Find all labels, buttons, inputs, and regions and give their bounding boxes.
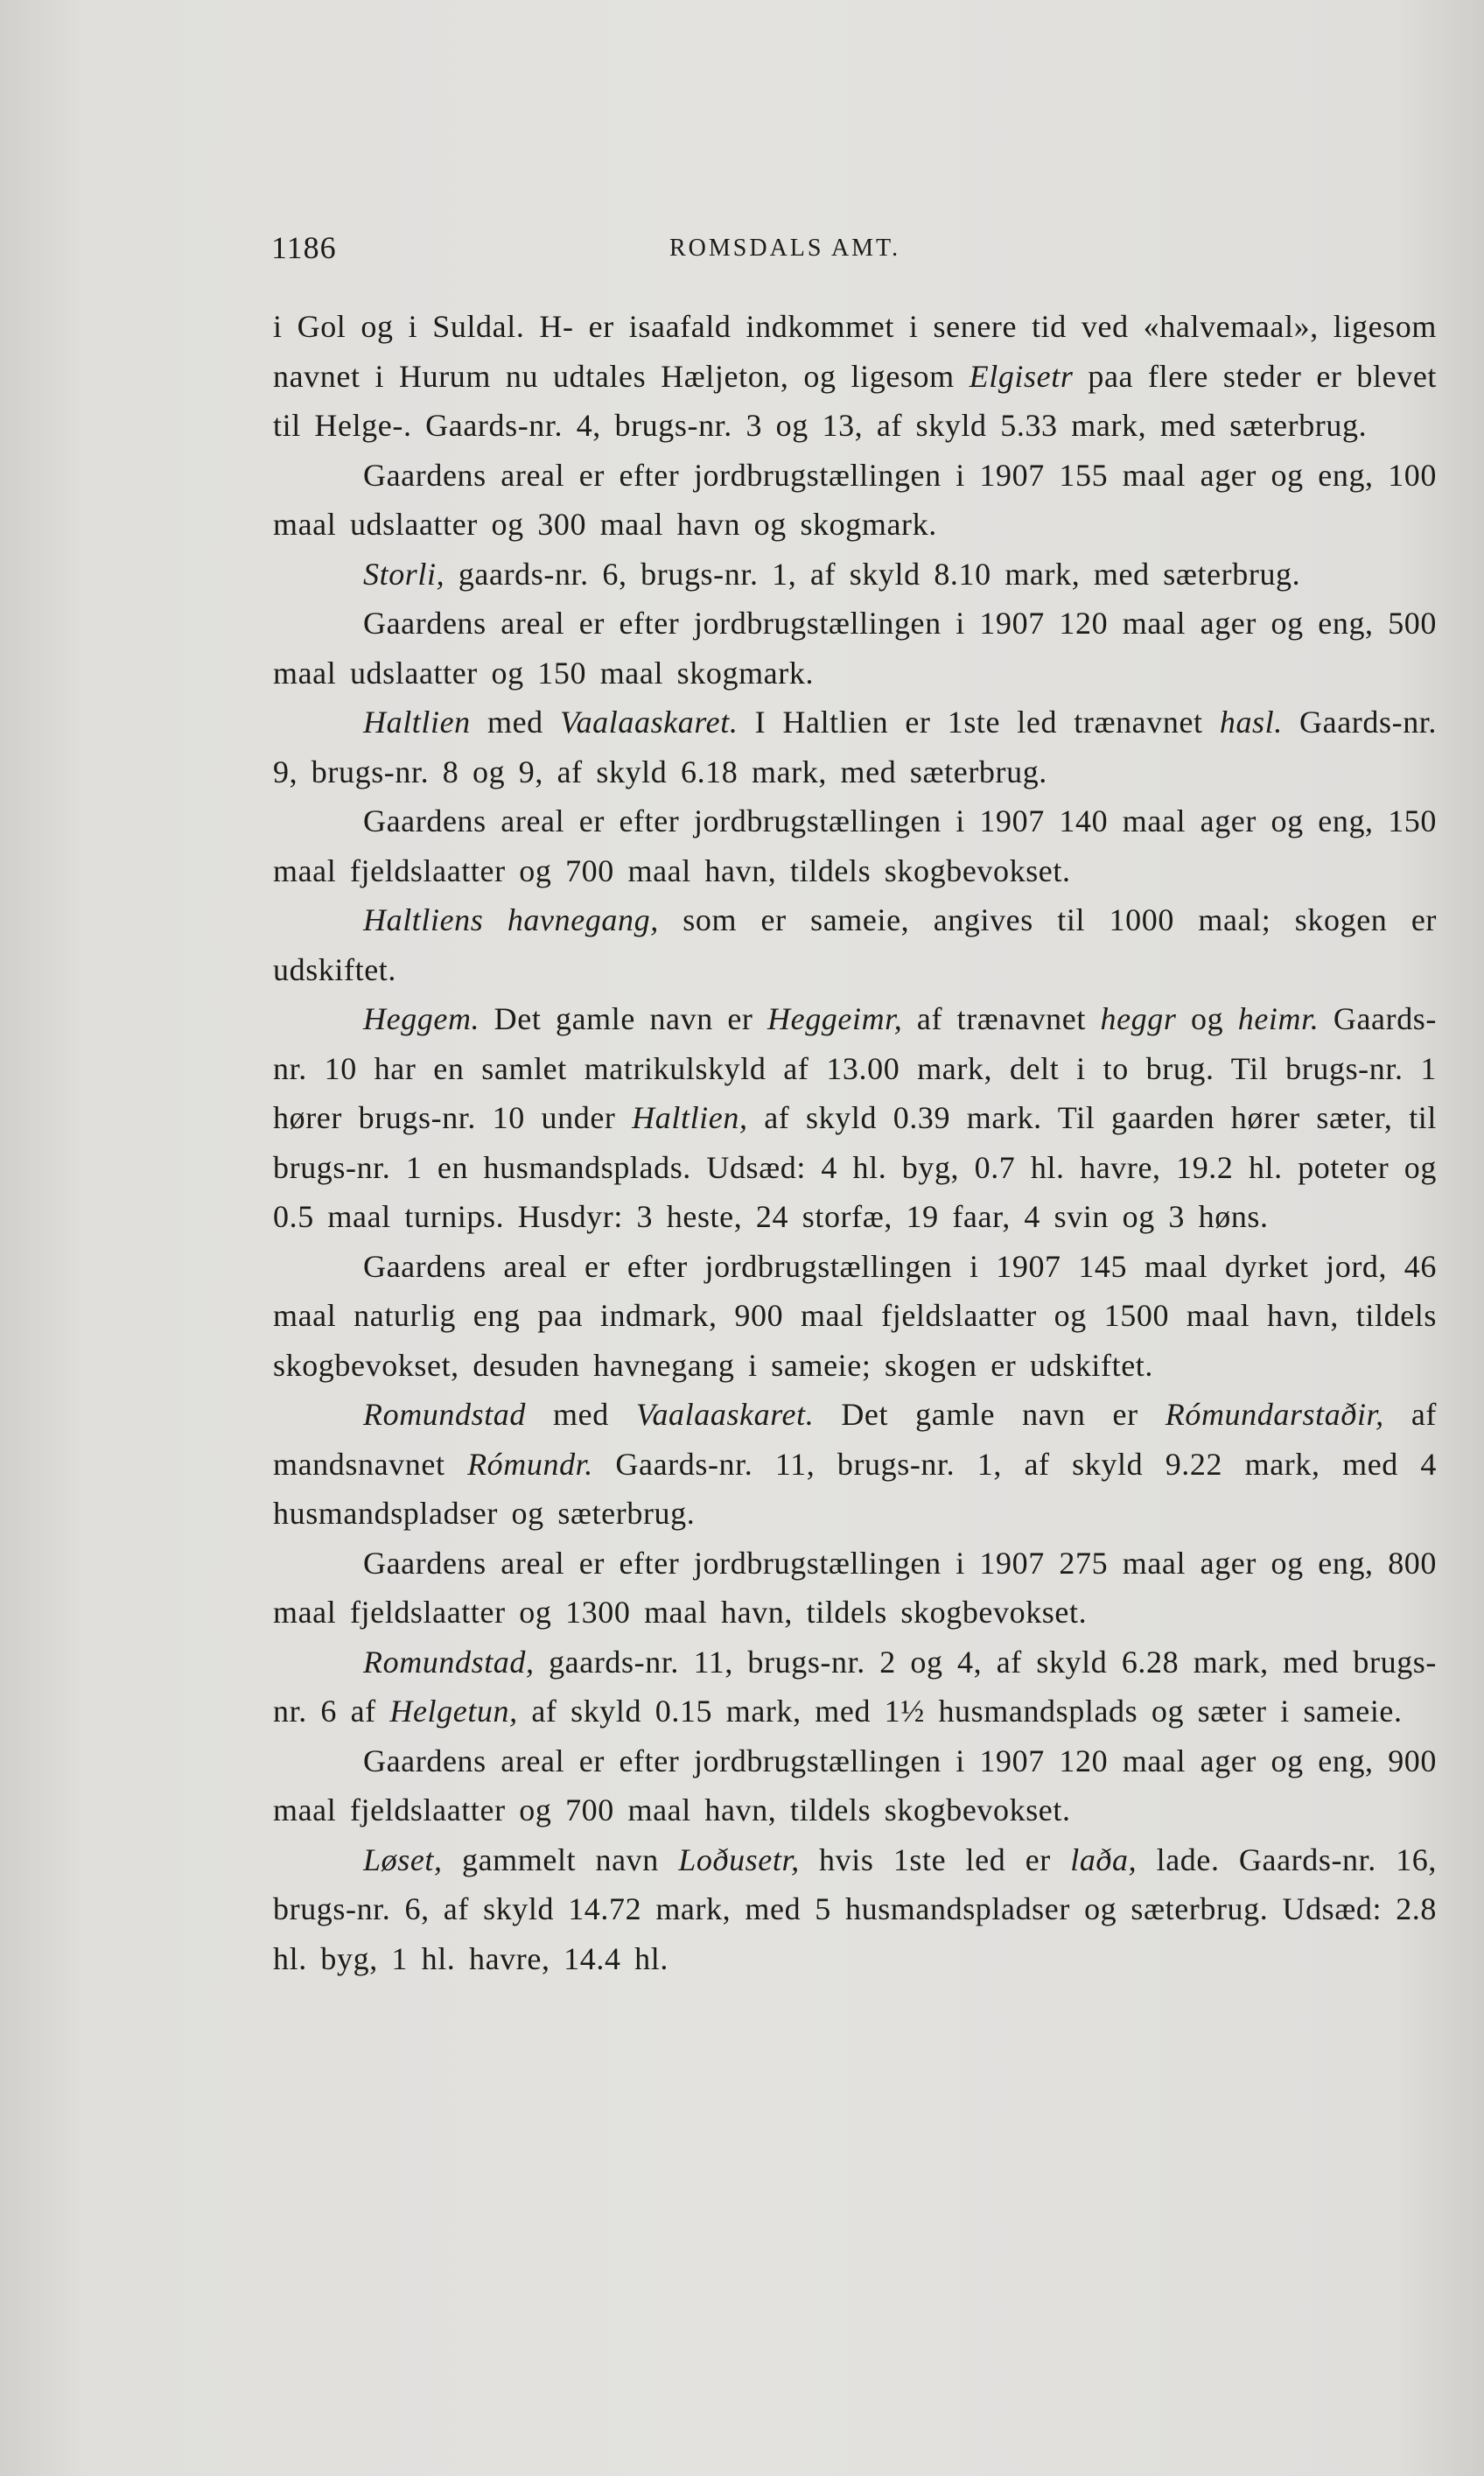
- italic-term: Haltlien,: [632, 1100, 748, 1135]
- body-text: [273, 302, 1437, 1983]
- text-run: Gaardens areal er efter jordbrugstællingen i 1907 145 maal dyrket jord, 46 maal naturlig eng paa indmark, 900 maal fjeldslaatter og 1500 maal havn, tildels skogbevokset, desuden havnegang i sameie; skogen er udskiftet.: [273, 1248, 1437, 1383]
- italic-term: Heggem.: [363, 1001, 480, 1036]
- italic-term: Helgetun,: [389, 1694, 518, 1729]
- paragraph: [273, 599, 1437, 698]
- paragraph: [273, 1638, 1437, 1736]
- italic-term: Rómundarstaðir,: [1165, 1397, 1384, 1432]
- text-run: Gaards-nr. 11, brugs-nr. 1, af skyld 9.22 mark, med 4 husmandspladser og sæterbrug.: [273, 1446, 1437, 1531]
- text-run: af trænavnet: [902, 1001, 1101, 1036]
- paragraph: [273, 698, 1437, 796]
- text-run: Gaardens areal er efter jordbrugstællingen i 1907 155 maal ager og eng, 100 maal udslaatter og 300 maal havn og skogmark.: [273, 457, 1437, 542]
- text-run: Gaardens areal er efter jordbrugstællingen i 1907 120 maal ager og eng, 500 maal udslaatter og 150 maal skogmark.: [273, 606, 1437, 691]
- paragraph: [273, 1390, 1437, 1539]
- text-run: Gaardens areal er efter jordbrugstællingen i 1907 140 maal ager og eng, 150 maal fjeldslaatter og 700 maal havn, tildels skogbevokset.: [273, 803, 1437, 888]
- paragraph: [273, 1736, 1437, 1835]
- paragraph: [273, 302, 1437, 451]
- text-run: Det gamle navn er: [480, 1001, 768, 1036]
- paragraph: [273, 895, 1437, 994]
- italic-term: Romundstad,: [363, 1644, 535, 1680]
- italic-term: Haltliens havnegang,: [363, 902, 659, 937]
- text-run: gaards-nr. 11, brugs-nr. 2 og 4, af skyld 6.28 mark, med brugs-nr. 6 af: [273, 1644, 1437, 1729]
- italic-term: Haltlien: [363, 705, 471, 740]
- text-run: paa flere steder er blevet til Helge-. Gaards-nr. 4, brugs-nr. 3 og 13, af skyld 5.33 mark, med sæterbrug.: [273, 358, 1437, 443]
- paragraph: [273, 550, 1437, 600]
- italic-term: Elgisetr: [969, 358, 1074, 394]
- text-run: af skyld 0.39 mark. Til gaarden hører sæter, til brugs-nr. 1 en husmandsplads. Udsæd: 4 hl. byg, 0.7 hl. havre, 19.2 hl. poteter og 0.5 maal turnips. Husdyr: 3 heste, 24 storfæ, 19 faar, 4 svin og 3 høns.: [273, 1100, 1437, 1234]
- page-number: 1186: [271, 230, 337, 265]
- text-run: lade. Gaards-nr. 16, brugs-nr. 6, af skyld 14.72 mark, med 5 husmandspladser og sæterbrug. Udsæd: 2.8 hl. byg, 1 hl. havre, 14.4 hl.: [273, 1841, 1438, 1976]
- text-run: i Gol og i Suldal. H- er isaafald indkommet i senere tid ved «halvemaal», ligesom navnet i Hurum nu udtales Hæljeton, og ligesom: [273, 309, 1437, 394]
- text-run: hvis 1ste led er: [799, 1841, 1071, 1877]
- italic-term: Storli,: [363, 556, 445, 592]
- italic-term: Vaalaaskaret.: [559, 705, 738, 740]
- text-run: af mandsnavnet: [273, 1397, 1437, 1482]
- text-run: med: [470, 705, 560, 740]
- page-header: [271, 229, 1234, 273]
- paragraph: [273, 1539, 1437, 1638]
- text-run: og: [1176, 1001, 1238, 1036]
- text-run: Gaards-nr. 10 har en samlet matrikulskyld af 13.00 mark, delt i to brug. Til brugs-nr. 1 hører brugs-nr. 10 under: [273, 1001, 1437, 1135]
- paragraph: [273, 796, 1437, 895]
- italic-term: hasl.: [1219, 705, 1283, 740]
- italic-term: Løset,: [363, 1841, 443, 1877]
- text-run: med: [526, 1397, 636, 1432]
- paragraph: [273, 1242, 1437, 1391]
- text-run: som er sameie, angives til 1000 maal; skogen er udskiftet.: [273, 902, 1437, 987]
- paragraph: [273, 451, 1437, 550]
- paragraph: [273, 1835, 1437, 1984]
- italic-term: Romundstad: [363, 1397, 526, 1432]
- italic-term: Rómundr.: [467, 1446, 593, 1482]
- italic-term: Vaalaaskaret.: [635, 1397, 815, 1432]
- italic-term: Loðusetr,: [678, 1841, 800, 1877]
- italic-term: laða,: [1070, 1841, 1138, 1877]
- text-run: gaards-nr. 6, brugs-nr. 1, af skyld 8.10 mark, med sæterbrug.: [444, 556, 1301, 592]
- text-run: Gaardens areal er efter jordbrugstællingen i 1907 120 maal ager og eng, 900 maal fjeldslaatter og 700 maal havn, tildels skogbevokset.: [273, 1743, 1437, 1827]
- text-run: af skyld 0.15 mark, med 1½ husmandsplads og sæter i sameie.: [517, 1694, 1403, 1729]
- italic-term: Heggeimr,: [767, 1001, 903, 1036]
- italic-term: heggr: [1100, 1001, 1177, 1036]
- italic-term: heimr.: [1237, 1001, 1320, 1036]
- text-run: Gaards-nr. 9, brugs-nr. 8 og 9, af skyld 6.18 mark, med sæterbrug.: [273, 705, 1437, 789]
- running-head: ROMSDALS AMT.: [669, 235, 901, 262]
- paragraph: [273, 994, 1437, 1242]
- text-run: Gaardens areal er efter jordbrugstællingen i 1907 275 maal ager og eng, 800 maal fjeldslaatter og 1300 maal havn, tildels skogbevokset.: [273, 1545, 1437, 1630]
- text-run: I Haltlien er 1ste led trænavnet: [738, 705, 1220, 740]
- text-run: Det gamle navn er: [814, 1397, 1166, 1432]
- text-run: gammelt navn: [442, 1841, 679, 1877]
